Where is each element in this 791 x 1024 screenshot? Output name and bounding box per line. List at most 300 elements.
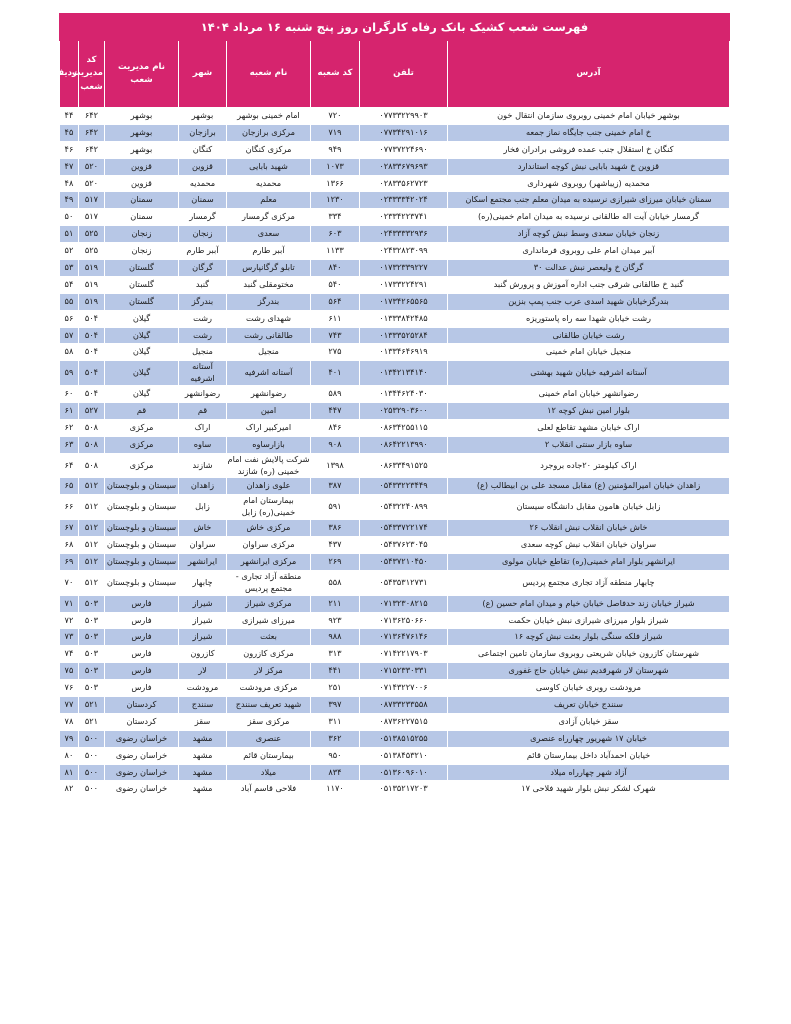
cell-phone: ۰۸۶۳۳۴۹۱۵۲۵ bbox=[360, 453, 448, 478]
column-header-phone: تلفن bbox=[360, 41, 448, 108]
table-row bbox=[59, 495, 729, 520]
cell-idx: ۷۲ bbox=[59, 612, 78, 629]
cell-bcode: ۴۴۷ bbox=[311, 403, 360, 420]
cell-address: ایرانشهر بلوار امام خمینی(ره) تقاطع خیابان مولوی bbox=[448, 553, 730, 570]
cell-city: برازجان bbox=[179, 124, 227, 141]
cell-address: زنجان خیابان سعدی وسط نبش کوچه آزاد bbox=[448, 226, 730, 243]
cell-bcode: ۵۸۹ bbox=[311, 386, 360, 403]
cell-phone: ۰۱۳۴۴۶۲۴۰۳۰ bbox=[360, 386, 448, 403]
table-row bbox=[59, 192, 729, 209]
column-header-row-index: ردیف bbox=[59, 41, 78, 108]
cell-address: شیراز خیابان زند حدفاصل خیابان خیام و میدان امام حسین (ع) bbox=[448, 595, 730, 612]
cell-address: شیراز فلکه سنگی بلوار بعثت نبش کوچه ۱۶ bbox=[448, 629, 730, 646]
cell-idx: ۶۴ bbox=[59, 453, 78, 478]
cell-city: زنجان bbox=[179, 226, 227, 243]
column-header-city: شهر bbox=[179, 41, 227, 108]
cell-mcode: ۵۰۴ bbox=[79, 344, 105, 361]
cell-idx: ۷۸ bbox=[59, 713, 78, 730]
cell-idx: ۵۳ bbox=[59, 260, 78, 277]
cell-bcode: ۹۸۸ bbox=[311, 629, 360, 646]
cell-mname: مرکزی bbox=[105, 436, 179, 453]
cell-mcode: ۵۱۷ bbox=[79, 209, 105, 226]
cell-mname: مرکزی bbox=[105, 453, 179, 478]
cell-bcode: ۳۱۱ bbox=[311, 713, 360, 730]
cell-mname: فارس bbox=[105, 680, 179, 697]
cell-bname: منجیل bbox=[227, 344, 311, 361]
table-row bbox=[59, 781, 729, 798]
cell-idx: ۶۹ bbox=[59, 553, 78, 570]
cell-idx: ۵۹ bbox=[59, 361, 78, 386]
cell-address: کنگان خ استقلال جنب عمده فروشی برادران فخار bbox=[448, 141, 730, 158]
cell-mcode: ۵۱۲ bbox=[79, 570, 105, 595]
cell-idx: ۷۵ bbox=[59, 663, 78, 680]
cell-mcode: ۵۰۳ bbox=[79, 663, 105, 680]
cell-city: بوشهر bbox=[179, 108, 227, 125]
cell-mname: فارس bbox=[105, 612, 179, 629]
cell-mname: سمنان bbox=[105, 209, 179, 226]
cell-bcode: ۹۴۹ bbox=[311, 141, 360, 158]
cell-phone: ۰۱۳۳۳۵۲۵۲۸۴ bbox=[360, 327, 448, 344]
cell-bcode: ۷۱۹ bbox=[311, 124, 360, 141]
cell-address: آستانه اشرفیه خیابان شهید بهشتی bbox=[448, 361, 730, 386]
cell-bcode: ۸۴۶ bbox=[311, 419, 360, 436]
cell-mname: سیستان و بلوچستان bbox=[105, 570, 179, 595]
cell-city: شیراز bbox=[179, 629, 227, 646]
cell-mname: خراسان رضوی bbox=[105, 781, 179, 798]
cell-phone: ۰۵۴۳۷۲۱۰۴۵۰ bbox=[360, 553, 448, 570]
cell-bcode: ۵۶۴ bbox=[311, 293, 360, 310]
cell-bname: مرکزی ایرانشهر bbox=[227, 553, 311, 570]
cell-mcode: ۵۰۰ bbox=[79, 730, 105, 747]
cell-bcode: ۲۷۵ bbox=[311, 344, 360, 361]
cell-phone: ۰۲۸۳۳۵۶۲۷۲۳ bbox=[360, 175, 448, 192]
table-row bbox=[59, 386, 729, 403]
cell-idx: ۶۵ bbox=[59, 478, 78, 495]
cell-address: زابل خیابان هامون مقابل دانشگاه سیستان bbox=[448, 495, 730, 520]
cell-mname: بوشهر bbox=[105, 108, 179, 125]
cell-city: کازرون bbox=[179, 646, 227, 663]
cell-mname: کردستان bbox=[105, 713, 179, 730]
cell-mcode: ۵۱۲ bbox=[79, 553, 105, 570]
cell-address: گرمسار خیابان آیت اله طالقانی نرسیده به میدان امام خمینی(ره) bbox=[448, 209, 730, 226]
cell-city: زابل bbox=[179, 495, 227, 520]
cell-mcode: ۵۱۹ bbox=[79, 260, 105, 277]
cell-bname: بازارساوه bbox=[227, 436, 311, 453]
table-row bbox=[59, 646, 729, 663]
table-row bbox=[59, 260, 729, 277]
cell-city: آستانه اشرفیه bbox=[179, 361, 227, 386]
cell-city: رضوانشهر bbox=[179, 386, 227, 403]
cell-bcode: ۴۳۷ bbox=[311, 537, 360, 554]
cell-address: اراک کیلومتر ۲۰جاده بروجرد bbox=[448, 453, 730, 478]
cell-phone: ۰۸۶۳۴۲۵۵۱۱۵ bbox=[360, 419, 448, 436]
cell-phone: ۰۵۴۳۲۲۴۰۸۹۹ bbox=[360, 495, 448, 520]
column-header-branch-code: کد شعبه bbox=[311, 41, 360, 108]
cell-city: لار bbox=[179, 663, 227, 680]
cell-idx: ۸۲ bbox=[59, 781, 78, 798]
cell-address: سقز خیابان آزادی bbox=[448, 713, 730, 730]
cell-city: بندرگز bbox=[179, 293, 227, 310]
column-header-row bbox=[59, 41, 729, 108]
cell-phone: ۰۷۷۳۳۲۲۹۹۰۳ bbox=[360, 108, 448, 125]
cell-bcode: ۱۳۹۸ bbox=[311, 453, 360, 478]
cell-bcode: ۹۰۸ bbox=[311, 436, 360, 453]
page-title: فهرست شعب کشیک بانک رفاه کارگران روز پنج شنبه ۱۶ مرداد ۱۴۰۴ bbox=[59, 14, 729, 41]
cell-address: ساوه بازار سنتی انقلاب ۲ bbox=[448, 436, 730, 453]
cell-city: سمنان bbox=[179, 192, 227, 209]
cell-phone: ۰۷۷۳۷۲۲۴۶۹۰ bbox=[360, 141, 448, 158]
cell-mcode: ۵۰۳ bbox=[79, 629, 105, 646]
cell-bcode: ۱۲۳۰ bbox=[311, 192, 360, 209]
cell-address: زاهدان خیابان امیرالمؤمنین (ع) مقابل مسجد علی بن ابیطالب (ع) bbox=[448, 478, 730, 495]
cell-bcode: ۳۸۷ bbox=[311, 478, 360, 495]
table-row bbox=[59, 612, 729, 629]
cell-idx: ۷۳ bbox=[59, 629, 78, 646]
cell-mcode: ۵۲۵ bbox=[79, 243, 105, 260]
cell-idx: ۵۸ bbox=[59, 344, 78, 361]
cell-mcode: ۵۰۴ bbox=[79, 327, 105, 344]
cell-bname: میلاد bbox=[227, 764, 311, 781]
cell-bcode: ۱۱۳۳ bbox=[311, 243, 360, 260]
cell-phone: ۰۸۷۳۳۲۳۳۵۵۸ bbox=[360, 696, 448, 713]
cell-bname: شهدای رشت bbox=[227, 310, 311, 327]
cell-mcode: ۵۰۴ bbox=[79, 310, 105, 327]
cell-phone: ۰۲۴۳۲۸۲۳۰۹۹ bbox=[360, 243, 448, 260]
cell-mcode: ۵۰۳ bbox=[79, 612, 105, 629]
table-row bbox=[59, 520, 729, 537]
cell-idx: ۴۶ bbox=[59, 141, 78, 158]
cell-bname: مرکزی کازرون bbox=[227, 646, 311, 663]
cell-phone: ۰۷۱۵۲۳۳۰۳۳۱ bbox=[360, 663, 448, 680]
cell-phone: ۰۲۳۳۴۲۲۳۷۴۱ bbox=[360, 209, 448, 226]
cell-bname: مرکزی سراوان bbox=[227, 537, 311, 554]
cell-mcode: ۵۲۱ bbox=[79, 713, 105, 730]
cell-mname: سیستان و بلوچستان bbox=[105, 553, 179, 570]
cell-city: مشهد bbox=[179, 747, 227, 764]
cell-address: رشت خیابان شهدا سه راه پاستوریزه bbox=[448, 310, 730, 327]
cell-mcode: ۶۴۲ bbox=[79, 124, 105, 141]
cell-city: اراک bbox=[179, 419, 227, 436]
cell-mname: گیلان bbox=[105, 344, 179, 361]
cell-mname: مرکزی bbox=[105, 419, 179, 436]
cell-bname: بعثت bbox=[227, 629, 311, 646]
cell-idx: ۷۴ bbox=[59, 646, 78, 663]
cell-bcode: ۳۸۶ bbox=[311, 520, 360, 537]
cell-mcode: ۵۱۲ bbox=[79, 520, 105, 537]
cell-idx: ۴۷ bbox=[59, 158, 78, 175]
cell-mcode: ۵۰۴ bbox=[79, 361, 105, 386]
cell-mname: بوشهر bbox=[105, 141, 179, 158]
cell-address: مرودشت روبری خیابان کاوسی bbox=[448, 680, 730, 697]
table-row bbox=[59, 663, 729, 680]
cell-mcode: ۵۲۵ bbox=[79, 226, 105, 243]
cell-mname: خراسان رضوی bbox=[105, 764, 179, 781]
cell-idx: ۶۱ bbox=[59, 403, 78, 420]
cell-phone: ۰۱۷۳۲۳۳۹۲۲۷ bbox=[360, 260, 448, 277]
cell-mname: بوشهر bbox=[105, 124, 179, 141]
cell-address: سراوان خیابان انقلاب نبش کوچه سعدی bbox=[448, 537, 730, 554]
cell-bname: میرزای شیرازی bbox=[227, 612, 311, 629]
cell-address: شهرستان لار شهرقدیم نبش خیابان حاج غفوری bbox=[448, 663, 730, 680]
cell-idx: ۷۰ bbox=[59, 570, 78, 595]
cell-phone: ۰۲۴۳۳۳۳۲۹۳۶ bbox=[360, 226, 448, 243]
cell-idx: ۸۱ bbox=[59, 764, 78, 781]
cell-bname: مختومقلی گنبد bbox=[227, 276, 311, 293]
cell-address: آببر میدان امام علی روبروی فرمانداری bbox=[448, 243, 730, 260]
cell-address: شهرستان کازرون خیابان شریعتی روبروی سازمان تامین اجتماعی bbox=[448, 646, 730, 663]
cell-bname: بیمارستان امام خمینی(ره) زابل bbox=[227, 495, 311, 520]
cell-bname: عنصری bbox=[227, 730, 311, 747]
cell-phone: ۰۱۳۳۴۶۴۶۹۱۹ bbox=[360, 344, 448, 361]
cell-bname: شهید بابایی bbox=[227, 158, 311, 175]
cell-bcode: ۲۱۱ bbox=[311, 595, 360, 612]
cell-address: بندرگزخیابان شهید اسدی عرب جنب پمپ بنزین bbox=[448, 293, 730, 310]
table-row bbox=[59, 158, 729, 175]
column-header-management-name: نام مدیریت شعب bbox=[105, 41, 179, 108]
cell-bname: علوی زاهدان bbox=[227, 478, 311, 495]
cell-address: بوشهر خیابان امام خمینی روبروی سازمان انتقال خون bbox=[448, 108, 730, 125]
table-row bbox=[59, 537, 729, 554]
cell-mname: فارس bbox=[105, 646, 179, 663]
cell-bname: آببر طارم bbox=[227, 243, 311, 260]
cell-phone: ۰۷۷۳۴۲۹۱۰۱۶ bbox=[360, 124, 448, 141]
cell-phone: ۰۷۱۴۲۲۱۷۹۰۳ bbox=[360, 646, 448, 663]
cell-bcode: ۱۱۷۰ bbox=[311, 781, 360, 798]
cell-mcode: ۵۰۰ bbox=[79, 781, 105, 798]
cell-bcode: ۲۶۹ bbox=[311, 553, 360, 570]
cell-mcode: ۵۱۹ bbox=[79, 276, 105, 293]
cell-city: آببر طارم bbox=[179, 243, 227, 260]
cell-address: منجیل خیابان امام خمینی bbox=[448, 344, 730, 361]
cell-address: خیابان ۱۷ شهریور چهارراه عنصری bbox=[448, 730, 730, 747]
cell-bname: مرکزی کنگان bbox=[227, 141, 311, 158]
cell-city: قم bbox=[179, 403, 227, 420]
cell-mcode: ۵۰۳ bbox=[79, 680, 105, 697]
table-row bbox=[59, 595, 729, 612]
cell-mcode: ۵۲۰ bbox=[79, 175, 105, 192]
cell-idx: ۵۰ bbox=[59, 209, 78, 226]
cell-idx: ۵۷ bbox=[59, 327, 78, 344]
cell-bcode: ۴۰۱ bbox=[311, 361, 360, 386]
table-row bbox=[59, 124, 729, 141]
column-header-management-code: کد مدیریت شعب bbox=[79, 41, 105, 108]
cell-bcode: ۹۵۰ bbox=[311, 747, 360, 764]
cell-phone: ۰۱۷۳۳۲۲۴۲۹۱ bbox=[360, 276, 448, 293]
cell-idx: ۵۴ bbox=[59, 276, 78, 293]
cell-bname: تابلو گرگانپارس bbox=[227, 260, 311, 277]
table-row bbox=[59, 730, 729, 747]
cell-city: شیراز bbox=[179, 595, 227, 612]
cell-bname: امین bbox=[227, 403, 311, 420]
cell-mcode: ۵۱۲ bbox=[79, 495, 105, 520]
table-row bbox=[59, 310, 729, 327]
cell-address: شیراز بلوار میرزای شیرازی نبش خیابان حکمت bbox=[448, 612, 730, 629]
cell-mcode: ۶۴۲ bbox=[79, 108, 105, 125]
cell-address: سمنان خیابان میرزای شیرازی نرسیده به میدان معلم جنب مجتمع اسکان bbox=[448, 192, 730, 209]
cell-mcode: ۵۰۸ bbox=[79, 436, 105, 453]
cell-address: خیابان احمدآباد داخل بیمارستان قائم bbox=[448, 747, 730, 764]
cell-city: گرمسار bbox=[179, 209, 227, 226]
cell-bcode: ۳۳۴ bbox=[311, 209, 360, 226]
table-row bbox=[59, 478, 729, 495]
cell-address: خاش خیابان انقلاب نبش انقلاب ۲۶ bbox=[448, 520, 730, 537]
cell-mname: قزوین bbox=[105, 175, 179, 192]
cell-mcode: ۵۰۸ bbox=[79, 453, 105, 478]
cell-mname: سیستان و بلوچستان bbox=[105, 537, 179, 554]
cell-idx: ۴۹ bbox=[59, 192, 78, 209]
cell-bname: مرکزی سقز bbox=[227, 713, 311, 730]
cell-bcode: ۱۳۶۶ bbox=[311, 175, 360, 192]
table-row bbox=[59, 175, 729, 192]
cell-mcode: ۵۱۲ bbox=[79, 478, 105, 495]
cell-idx: ۵۵ bbox=[59, 293, 78, 310]
cell-mname: گیلان bbox=[105, 327, 179, 344]
cell-idx: ۶۸ bbox=[59, 537, 78, 554]
cell-address: سنندج خیابان تعریف bbox=[448, 696, 730, 713]
cell-mcode: ۵۲۰ bbox=[79, 158, 105, 175]
column-header-address: آدرس bbox=[448, 41, 730, 108]
cell-city: شازند bbox=[179, 453, 227, 478]
cell-city: قزوین bbox=[179, 158, 227, 175]
cell-mname: کردستان bbox=[105, 696, 179, 713]
column-header-branch-name: نام شعبه bbox=[227, 41, 311, 108]
cell-address: آزاد شهر چهارراه میلاد bbox=[448, 764, 730, 781]
cell-city: گرگان bbox=[179, 260, 227, 277]
cell-bname: بندرگز bbox=[227, 293, 311, 310]
cell-city: زاهدان bbox=[179, 478, 227, 495]
cell-idx: ۷۱ bbox=[59, 595, 78, 612]
cell-mcode: ۵۰۸ bbox=[79, 419, 105, 436]
cell-mname: خراسان رضوی bbox=[105, 747, 179, 764]
cell-idx: ۶۰ bbox=[59, 386, 78, 403]
table-row bbox=[59, 209, 729, 226]
cell-bcode: ۱۰۷۳ bbox=[311, 158, 360, 175]
cell-bname: بیمارستان قائم bbox=[227, 747, 311, 764]
cell-bcode: ۵۹۱ bbox=[311, 495, 360, 520]
table-row bbox=[59, 764, 729, 781]
cell-bname: فلاحی قاسم آباد bbox=[227, 781, 311, 798]
table-row bbox=[59, 403, 729, 420]
cell-bcode: ۴۴۱ bbox=[311, 663, 360, 680]
table-row bbox=[59, 713, 729, 730]
cell-bname: مرکزی مرودشت bbox=[227, 680, 311, 697]
cell-mcode: ۵۱۲ bbox=[79, 537, 105, 554]
cell-mname: گیلان bbox=[105, 361, 179, 386]
cell-bcode: ۲۵۱ bbox=[311, 680, 360, 697]
cell-mname: زنجان bbox=[105, 226, 179, 243]
cell-idx: ۷۶ bbox=[59, 680, 78, 697]
cell-mname: قزوین bbox=[105, 158, 179, 175]
table-body bbox=[59, 108, 729, 798]
cell-phone: ۰۵۱۳۶۰۹۶۰۱۰ bbox=[360, 764, 448, 781]
cell-bname: امیرکبیر اراک bbox=[227, 419, 311, 436]
cell-city: مشهد bbox=[179, 781, 227, 798]
cell-bname: امام خمینی بوشهر bbox=[227, 108, 311, 125]
table-row bbox=[59, 108, 729, 125]
cell-bname: رضوانشهر bbox=[227, 386, 311, 403]
cell-idx: ۷۹ bbox=[59, 730, 78, 747]
cell-phone: ۰۵۴۳۵۳۱۲۷۳۱ bbox=[360, 570, 448, 595]
cell-address: رضوانشهر خیابان امام خمینی bbox=[448, 386, 730, 403]
cell-phone: ۰۷۱۳۶۴۷۶۱۴۶ bbox=[360, 629, 448, 646]
cell-bname: سعدی bbox=[227, 226, 311, 243]
cell-phone: ۰۵۱۳۸۴۵۳۲۱۰ bbox=[360, 747, 448, 764]
cell-mcode: ۵۲۷ bbox=[79, 403, 105, 420]
table-row bbox=[59, 327, 729, 344]
cell-mcode: ۵۱۷ bbox=[79, 192, 105, 209]
cell-mcode: ۵۰۴ bbox=[79, 386, 105, 403]
cell-city: مشهد bbox=[179, 730, 227, 747]
cell-bcode: ۸۴۰ bbox=[311, 260, 360, 277]
cell-bcode: ۶۰۳ bbox=[311, 226, 360, 243]
cell-bcode: ۳۶۲ bbox=[311, 730, 360, 747]
cell-bname: مرکزی شیراز bbox=[227, 595, 311, 612]
cell-bname: آستانه اشرفیه bbox=[227, 361, 311, 386]
cell-phone: ۰۵۱۳۸۵۱۵۲۵۵ bbox=[360, 730, 448, 747]
table-row bbox=[59, 344, 729, 361]
table-row bbox=[59, 276, 729, 293]
cell-city: خاش bbox=[179, 520, 227, 537]
table-row bbox=[59, 747, 729, 764]
cell-mname: فارس bbox=[105, 663, 179, 680]
cell-mname: گلستان bbox=[105, 260, 179, 277]
cell-phone: ۰۵۴۳۳۷۲۲۱۷۴ bbox=[360, 520, 448, 537]
table-row bbox=[59, 419, 729, 436]
cell-address: قزوین خ شهید بابایی نبش کوچه استاندارد bbox=[448, 158, 730, 175]
cell-bname: طالقانی رشت bbox=[227, 327, 311, 344]
cell-phone: ۰۱۳۴۲۱۳۴۱۴۰ bbox=[360, 361, 448, 386]
cell-bname: معلم bbox=[227, 192, 311, 209]
cell-mcode: ۵۰۳ bbox=[79, 646, 105, 663]
cell-bcode: ۳۱۳ bbox=[311, 646, 360, 663]
cell-idx: ۵۱ bbox=[59, 226, 78, 243]
cell-city: ساوه bbox=[179, 436, 227, 453]
cell-mname: سمنان bbox=[105, 192, 179, 209]
cell-phone: ۰۲۸۳۳۶۷۹۶۹۳ bbox=[360, 158, 448, 175]
cell-phone: ۰۸۷۳۶۲۲۷۵۱۵ bbox=[360, 713, 448, 730]
cell-mname: قم bbox=[105, 403, 179, 420]
cell-city: مشهد bbox=[179, 764, 227, 781]
cell-city: کنگان bbox=[179, 141, 227, 158]
cell-mcode: ۵۰۰ bbox=[79, 747, 105, 764]
cell-phone: ۰۲۵۳۲۹۰۳۶۰۰ bbox=[360, 403, 448, 420]
table-title-row bbox=[59, 14, 729, 41]
cell-idx: ۶۷ bbox=[59, 520, 78, 537]
cell-bcode: ۷۲۰ bbox=[311, 108, 360, 125]
cell-bcode: ۷۴۳ bbox=[311, 327, 360, 344]
cell-mcode: ۵۰۰ bbox=[79, 764, 105, 781]
cell-phone: ۰۵۴۳۳۲۲۳۴۴۹ bbox=[360, 478, 448, 495]
cell-bcode: ۵۵۸ bbox=[311, 570, 360, 595]
cell-city: شیراز bbox=[179, 612, 227, 629]
cell-bcode: ۶۱۱ bbox=[311, 310, 360, 327]
cell-mname: سیستان و بلوچستان bbox=[105, 478, 179, 495]
cell-mname: گلستان bbox=[105, 276, 179, 293]
cell-mname: گلستان bbox=[105, 293, 179, 310]
cell-idx: ۶۲ bbox=[59, 419, 78, 436]
cell-mcode: ۵۰۳ bbox=[79, 595, 105, 612]
cell-city: سراوان bbox=[179, 537, 227, 554]
table-row bbox=[59, 453, 729, 478]
cell-idx: ۴۴ bbox=[59, 108, 78, 125]
cell-bname: منطقه آزاد تجاری - مجتمع پردیس bbox=[227, 570, 311, 595]
cell-idx: ۶۶ bbox=[59, 495, 78, 520]
cell-address: گنبد خ طالقانی شرقی جنب اداره آموزش و پرورش گنبد bbox=[448, 276, 730, 293]
cell-bname: مرکزی خاش bbox=[227, 520, 311, 537]
cell-bname: شرکت پالایش نفت امام خمینی (ره) شازند bbox=[227, 453, 311, 478]
cell-bname: مرکزی گرمسار bbox=[227, 209, 311, 226]
cell-address: محمدیه (زیباشهر) روبروی شهرداری bbox=[448, 175, 730, 192]
